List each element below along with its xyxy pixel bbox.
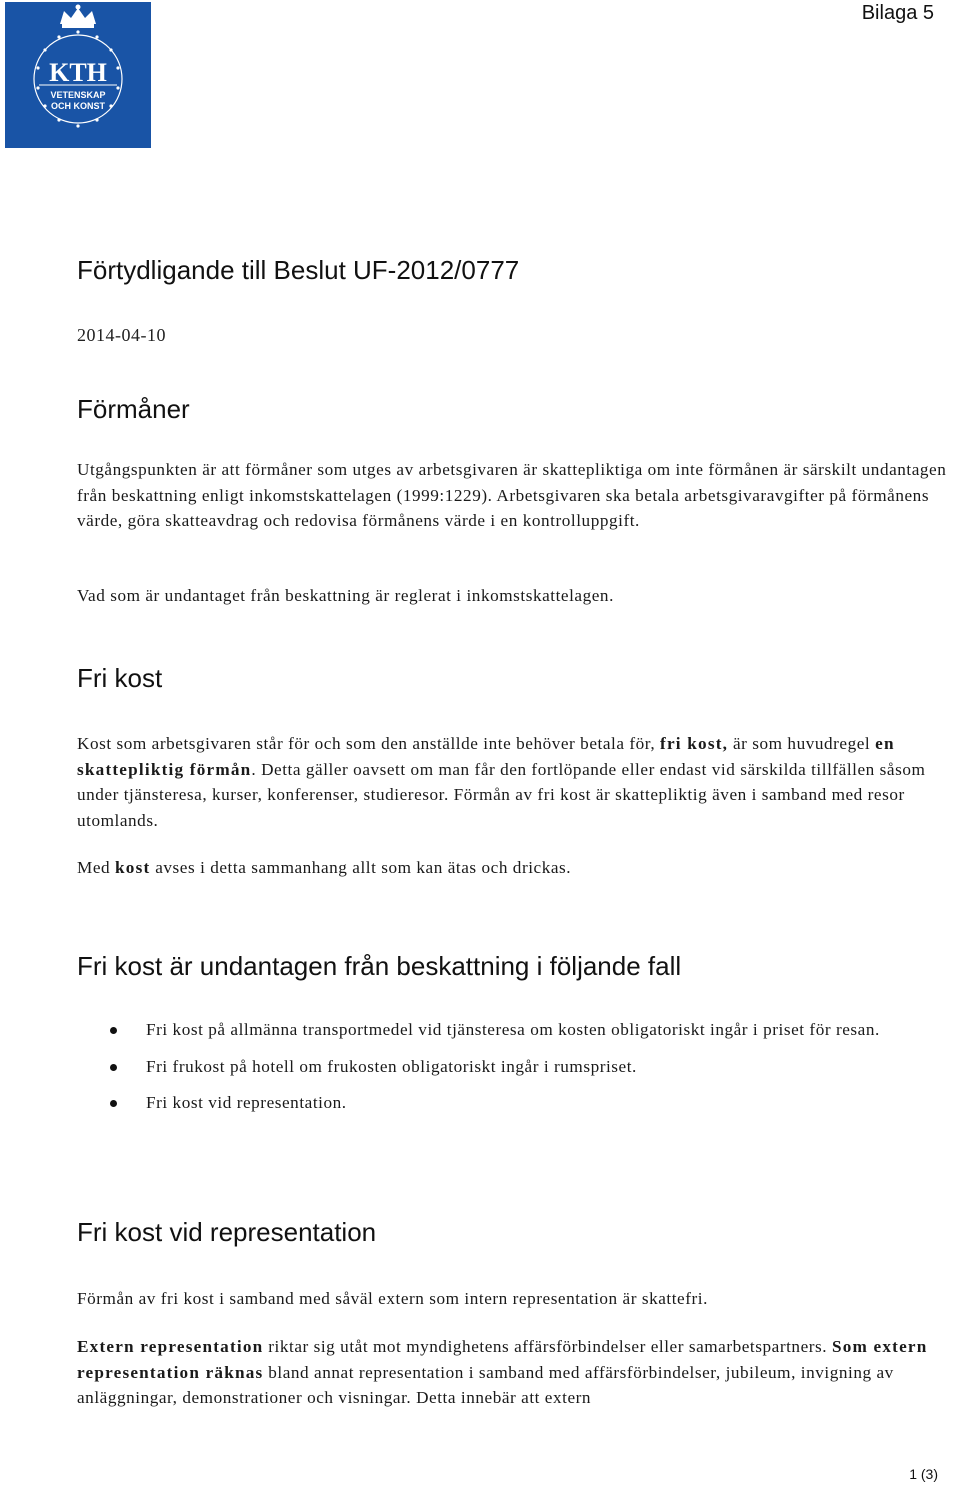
emphasis-skattepliktig: en skattepliktig förmån bbox=[77, 734, 895, 779]
heading-fri-kost: Fri kost bbox=[77, 663, 163, 693]
svg-text:KTH: KTH bbox=[49, 58, 107, 87]
exception-list bbox=[110, 1017, 950, 1127]
paragraph-representation-2: Extern representation riktar sig utåt mot myndighetens affärsförbindelser eller samarbetspartners. Som extern representation räknas bland annat representation i samband med affärsförbindelser, jubileum, invigning av anläggningar, demonstrationer och visningar. Detta innebär att extern bbox=[77, 1337, 928, 1408]
svg-text:OCH KONST: OCH KONST bbox=[51, 101, 105, 111]
kth-logo bbox=[5, 2, 151, 148]
document-date: 2014-04-10 bbox=[77, 325, 166, 345]
paragraph-formaner-1: Utgångspunkten är att förmåner som utges av arbetsgivaren är skattepliktiga om inte förmånen är särskilt undantagen från beskattning enligt inkomstskattelagen (1999:1229). Arbetsgivaren ska betala arbetsgivaravgifter på förmånens värde, göra skatteavdrag och redovisa förmånens värde i en kontrolluppgift. bbox=[77, 460, 947, 531]
annex-label: Bilaga 5 bbox=[861, 2, 934, 24]
heading-undantag: Fri kost är undantagen från beskattning i följande fall bbox=[77, 951, 682, 981]
emphasis-fri-kost: fri kost, bbox=[660, 734, 729, 753]
kth-crown-logo-icon bbox=[5, 2, 151, 148]
document-title: Förtydligande till Beslut UF-2012/0777 bbox=[77, 255, 520, 285]
paragraph-formaner-2: Vad som är undantaget från beskattning är reglerat i inkomstskattelagen. bbox=[77, 586, 614, 605]
bullet-icon bbox=[110, 1064, 117, 1071]
svg-text:VETENSKAP: VETENSKAP bbox=[50, 90, 106, 100]
emphasis-kost: kost bbox=[115, 858, 151, 877]
bullet-icon bbox=[110, 1100, 117, 1107]
paragraph-representation-1: Förmån av fri kost i samband med såväl extern som intern representation är skattefri. bbox=[77, 1289, 708, 1308]
list-item: Fri kost vid representation. bbox=[110, 1090, 950, 1116]
paragraph-fri-kost-1: Kost som arbetsgivaren står för och som den anställde inte behöver betala för, fri kost, är som huvudregel en skattepliktig förmån. Detta gäller oavsett om man får den fortlöpande eller endast vid särskilda tillfällen såsom under tjänsteresa, kurser, konferenser, studieresor. Förmån av fri kost är skattepliktig även i samband med resor utomlands. bbox=[77, 734, 926, 830]
emphasis-som-extern: Som extern representation räknas bbox=[77, 1337, 928, 1382]
page-number: 1 (3) bbox=[909, 1466, 938, 1482]
heading-formaner: Förmåner bbox=[77, 394, 190, 424]
paragraph-fri-kost-2: Med kost avses i detta sammanhang allt som kan ätas och drickas. bbox=[77, 858, 572, 877]
list-item: Fri kost på allmänna transportmedel vid tjänsteresa om kosten obligatoriskt ingår i priset för resan. bbox=[110, 1017, 950, 1043]
bullet-icon bbox=[110, 1027, 117, 1034]
emphasis-extern-representation: Extern representation bbox=[77, 1337, 264, 1356]
heading-representation: Fri kost vid representation bbox=[77, 1217, 377, 1247]
list-item: Fri frukost på hotell om frukosten obligatoriskt ingår i rumspriset. bbox=[110, 1054, 950, 1080]
